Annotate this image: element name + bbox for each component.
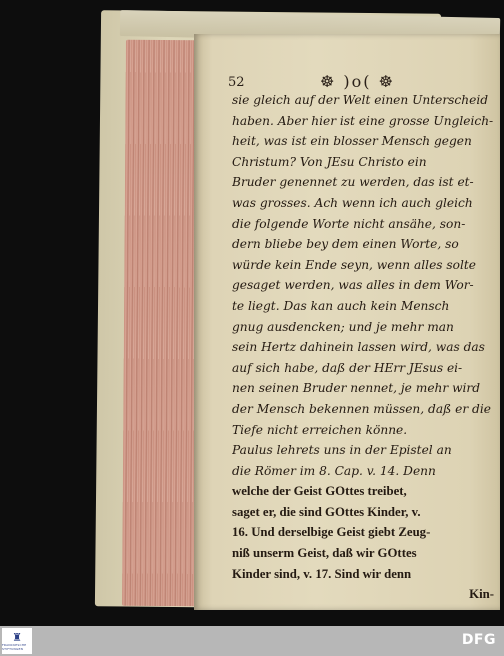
- text-line: Paulus lehrets uns in der Epistel an: [232, 443, 452, 458]
- page-number: 52: [228, 75, 245, 90]
- text-line: 16. Und derselbige Geist giebt Zeug-: [232, 525, 431, 540]
- francke-logo[interactable]: [2, 628, 32, 654]
- page-edges: [122, 40, 198, 606]
- text-line: heit, was ist ein blosser Mensch gegen: [232, 134, 472, 149]
- text-line: sein Hertz dahinein lassen wird, was das: [232, 340, 485, 355]
- viewer-footer-bar: [0, 626, 504, 656]
- text-line: der Mensch bekennen müssen, daß er die: [232, 401, 491, 416]
- text-line: gesaget werden, was alles in dem Wor-: [232, 278, 474, 293]
- text-line: Christum? Von JEsu Christo ein: [232, 154, 427, 169]
- dfg-logo[interactable]: DFG: [461, 632, 496, 648]
- text-line: dern bliebe bey dem einen Worte, so: [232, 237, 459, 252]
- text-line: te liegt. Das kan auch kein Mensch: [232, 298, 450, 313]
- text-line: sie gleich auf der Welt einen Unterscheid: [232, 93, 489, 107]
- header-ornament: ☸ )o( ☸: [320, 72, 395, 91]
- text-line: würde kein Ende seyn, wenn alles solte: [232, 257, 477, 272]
- text-line: Kinder sind, v. 17. Sind wir denn: [232, 566, 412, 581]
- text-line: niß unserm Geist, daß wir GOttes: [232, 546, 417, 561]
- text-line: Bruder genennet zu werden, das ist et-: [232, 175, 474, 190]
- text-line: was grosses. Ach wenn ich auch gleich: [232, 195, 473, 210]
- text-line: auf sich habe, daß der HErr JEsus ei-: [232, 360, 463, 375]
- text-line: haben. Aber hier ist eine grosse Ungleich-: [232, 113, 494, 128]
- text-line: die Römer im 8. Cap. v. 14. Denn: [232, 463, 436, 478]
- text-line: welche der Geist GOttes treibet,: [232, 484, 407, 499]
- francke-logo-icon: ♜: [12, 630, 22, 644]
- text-line: die folgende Worte nicht ansähe, son-: [232, 216, 466, 231]
- text-line: Tiefe nicht erreichen könne.: [232, 422, 408, 437]
- catchword: Kin-: [469, 587, 494, 602]
- text-line: saget er, die sind GOttes Kinder, v.: [232, 504, 421, 519]
- text-line: nen seinen Bruder nennet, je mehr wird: [232, 381, 481, 396]
- page-text: [232, 90, 494, 605]
- francke-logo-text: FRANCKESCHE STIFTUNGEN: [2, 642, 27, 651]
- text-line: gnug ausdencken; und je mehr man: [232, 319, 454, 334]
